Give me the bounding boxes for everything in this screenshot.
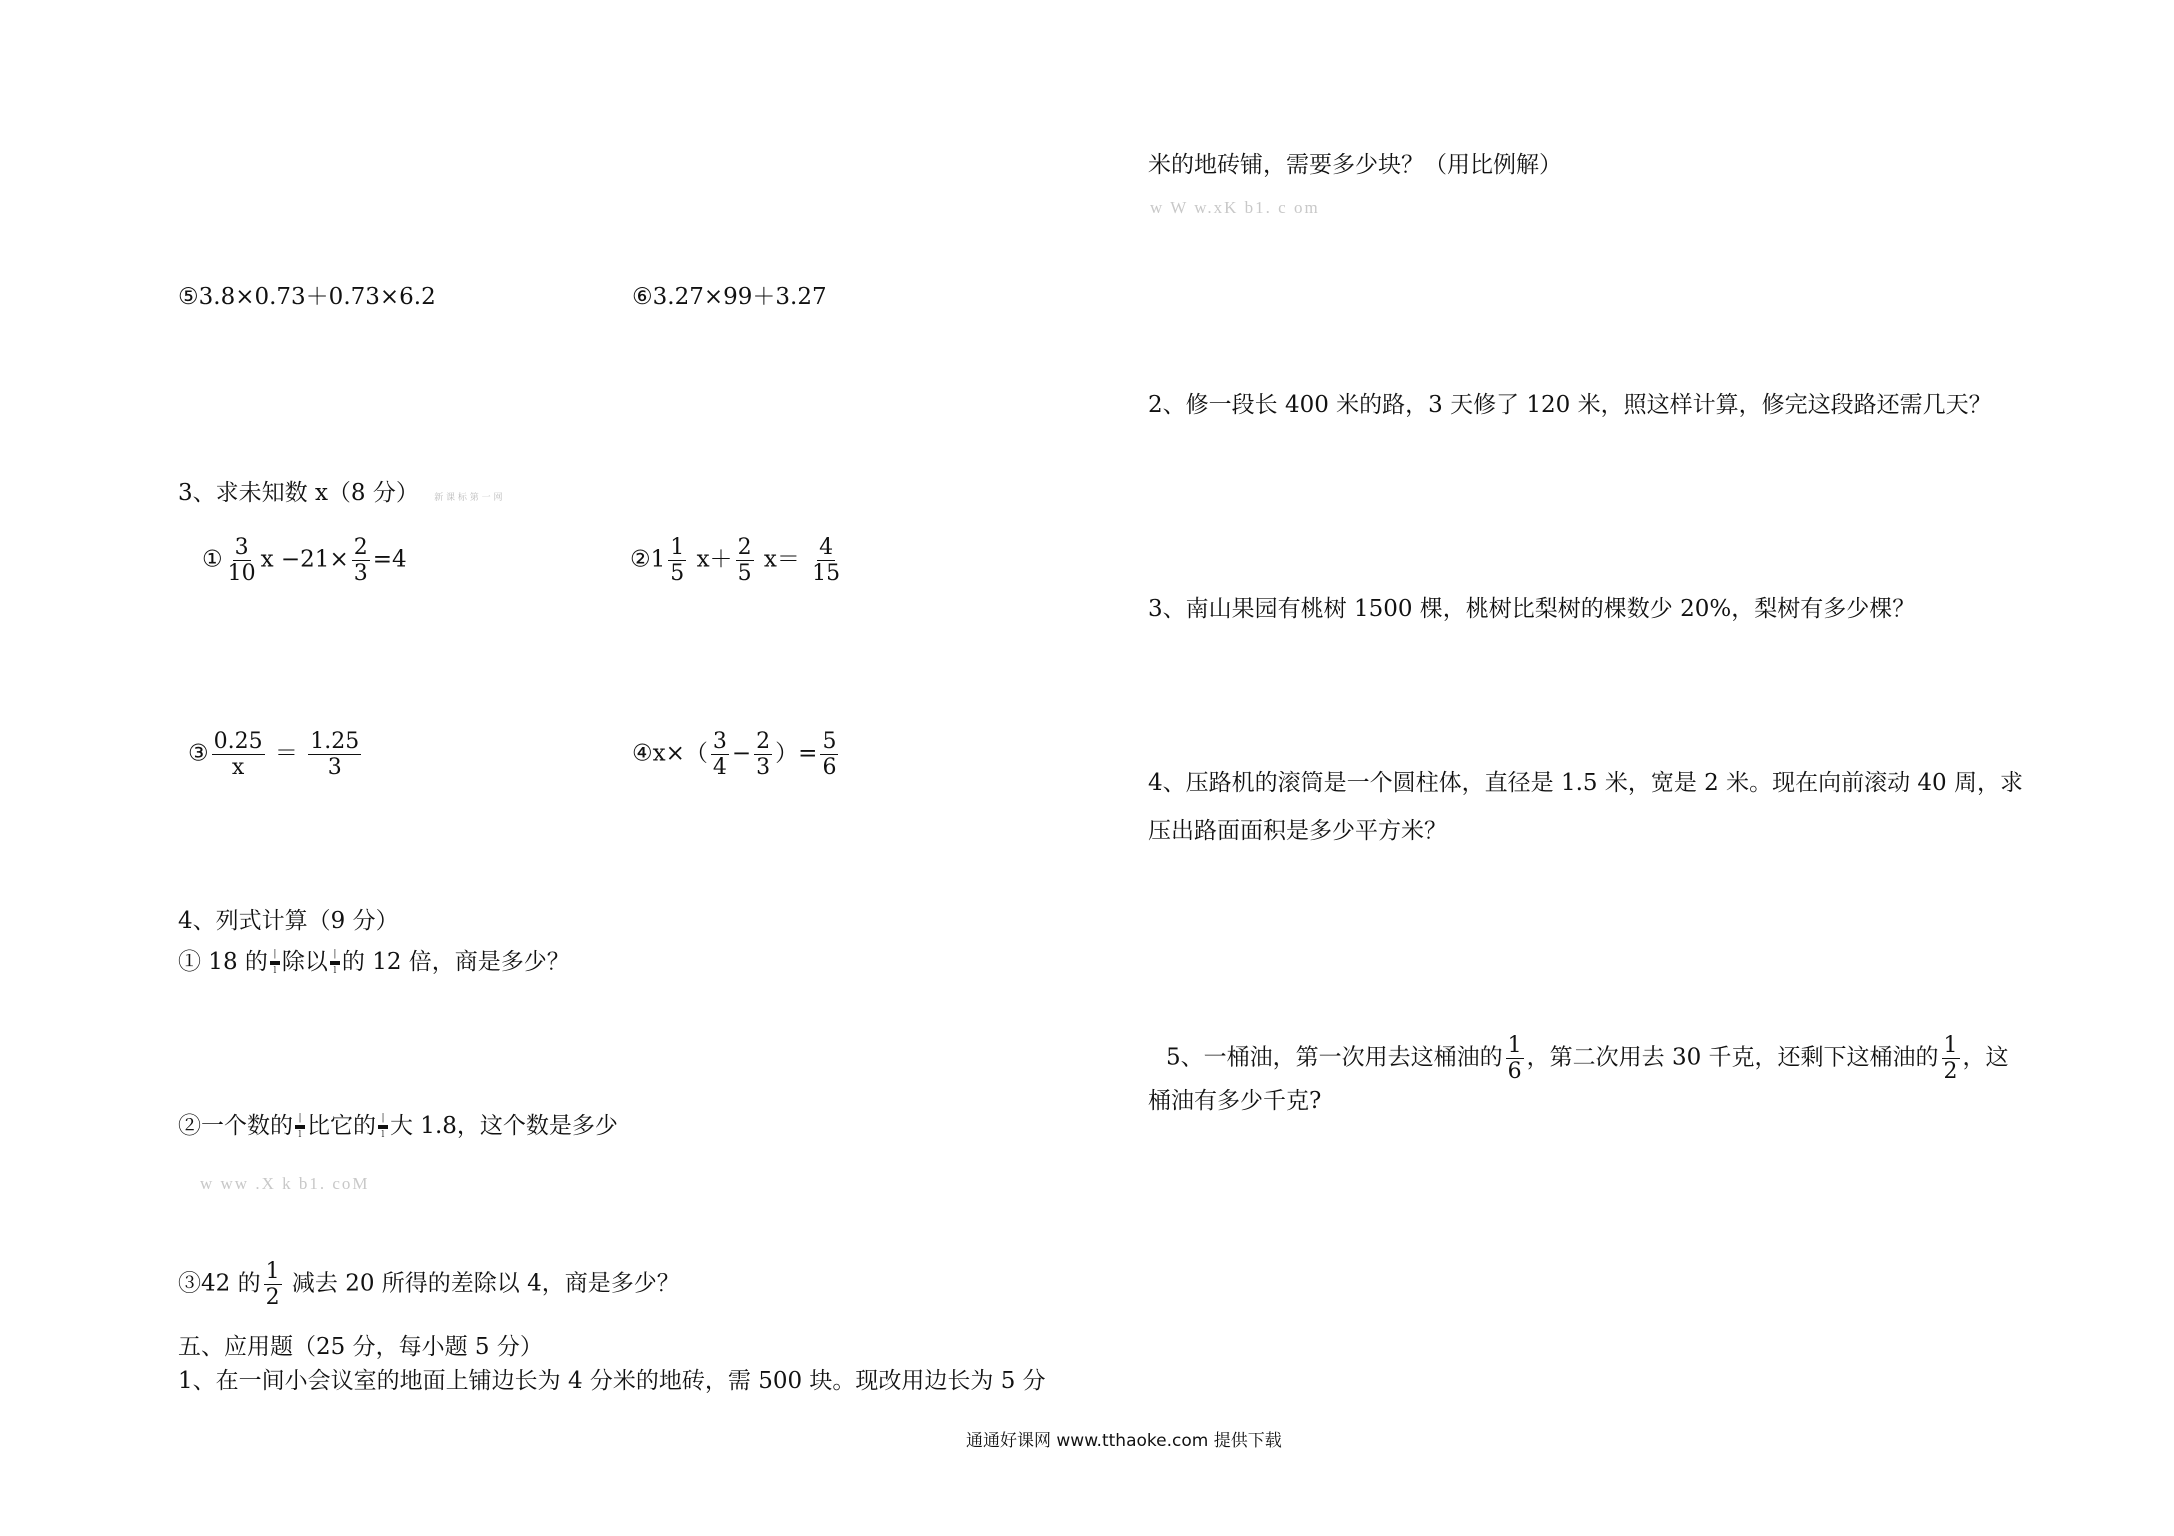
p1-text-a: ① 18 的 bbox=[178, 949, 268, 975]
eq3-f1-den: x bbox=[231, 755, 245, 781]
eq1-f2-num: 2 bbox=[353, 535, 368, 560]
p1-text-c: 的 12 倍，商是多少？ bbox=[341, 949, 570, 975]
eq1-f2-den: 3 bbox=[353, 561, 368, 587]
watermark-right: w W w.xK b1. c om bbox=[1150, 198, 1320, 217]
fraction-glyph-icon: | l bbox=[270, 950, 280, 976]
q5-f2-num: 1 bbox=[1943, 1033, 1958, 1058]
eq3-f1-num: 0.25 bbox=[213, 729, 263, 754]
p1-text-b: 除以 bbox=[281, 949, 328, 975]
section-5-title: 五、应用题（25 分，每小题 5 分） bbox=[178, 1334, 543, 1360]
eq2-middle: x＋ bbox=[689, 546, 733, 573]
eq4-f1-num: 3 bbox=[712, 729, 727, 754]
p3-fraction bbox=[264, 1260, 282, 1309]
problem-4-2 bbox=[178, 1114, 618, 1140]
equation-2 bbox=[630, 536, 845, 585]
q5-text-b: ，第二次用去 30 千克，还剩下这桶油的 bbox=[1526, 1044, 1939, 1071]
fraction-glyph-icon: | l bbox=[330, 950, 340, 976]
eq4-fraction-3 bbox=[820, 730, 838, 779]
q5-text-c: ，这 bbox=[1962, 1044, 2009, 1071]
eq2-f2-den: 5 bbox=[737, 561, 752, 587]
application-q3: 3、南山果园有桃树 1500 棵，桃树比梨树的棵数少 20%，梨树有多少棵？ bbox=[1148, 596, 1916, 622]
eq2-fraction-2 bbox=[736, 536, 754, 585]
q5-f2-den: 2 bbox=[1943, 1059, 1958, 1085]
q5-fraction-2 bbox=[1942, 1034, 1960, 1083]
eq2-prefix: ②1 bbox=[630, 546, 666, 573]
calc-item-5: ⑤3.8×0.73＋0.73×6.2 bbox=[178, 284, 436, 310]
eq4-f2-num: 2 bbox=[756, 729, 771, 754]
q5-fraction-1 bbox=[1506, 1034, 1524, 1083]
p3-text-a: ③42 的 bbox=[178, 1270, 261, 1297]
section-3-watermark: 新 课 标 第 一 网 bbox=[434, 493, 503, 503]
p3-f-den: 2 bbox=[265, 1285, 280, 1311]
eq3-fraction-2 bbox=[308, 730, 361, 779]
eq2-f1-num: 1 bbox=[670, 535, 685, 560]
watermark-left: w ww .X k b1. coM bbox=[200, 1174, 370, 1193]
application-q1-line2: 米的地砖铺，需要多少块？（用比例解） bbox=[1148, 152, 1562, 178]
eq3-f2-num: 1.25 bbox=[310, 729, 360, 754]
application-q1-line1: 1、在一间小会议室的地面上铺边长为 4 分米的地砖，需 500 块。现改用边长为 5 分 bbox=[178, 1368, 1046, 1394]
q5-text-a: 5、一桶油，第一次用去这桶油的 bbox=[1166, 1044, 1503, 1071]
eq3-f2-den: 3 bbox=[327, 755, 342, 781]
problem-4-1 bbox=[178, 950, 570, 976]
eq4-f1-den: 4 bbox=[712, 755, 727, 781]
p2-text-a: ②一个数的 bbox=[178, 1113, 293, 1139]
eq1-f1-num: 3 bbox=[234, 535, 249, 560]
p2-text-c: 大 1.8，这个数是多少 bbox=[390, 1113, 618, 1139]
application-q5-line1 bbox=[1166, 1034, 2009, 1083]
page-footer: 通通好课网 www.tthaoke.com 提供下载 bbox=[966, 1431, 1282, 1451]
application-q2: 2、修一段长 400 米的路，3 天修了 120 米，照这样计算，修完这段路还需几天？ bbox=[1148, 392, 1992, 418]
application-q5-line2: 桶油有多少千克? bbox=[1148, 1088, 1322, 1114]
equation-1 bbox=[202, 536, 407, 585]
eq1-end: =4 bbox=[372, 546, 407, 573]
eq3-prefix: ③ bbox=[188, 740, 209, 767]
equation-4 bbox=[632, 730, 841, 779]
eq2-f3-num: 4 bbox=[819, 535, 834, 560]
eq1-prefix: ① bbox=[202, 546, 223, 573]
section-3-title-text: 3、求未知数 x（8 分） bbox=[178, 480, 419, 506]
eq3-fraction-1 bbox=[212, 730, 265, 779]
eq2-fraction-3 bbox=[810, 536, 842, 585]
p3-text-b: 减去 20 所得的差除以 4，商是多少？ bbox=[284, 1270, 680, 1297]
eq4-fraction-1 bbox=[711, 730, 729, 779]
p2-text-b: 比它的 bbox=[307, 1113, 376, 1139]
p3-f-num: 1 bbox=[265, 1259, 280, 1284]
eq4-middle-2: ）= bbox=[775, 740, 818, 767]
section-3-title bbox=[178, 482, 503, 505]
q5-f1-num: 1 bbox=[1507, 1033, 1522, 1058]
eq2-f2-num: 2 bbox=[737, 535, 752, 560]
eq2-middle-2: x＝ bbox=[756, 546, 808, 573]
fraction-glyph-icon: | l bbox=[295, 1114, 305, 1140]
eq3-middle: ＝ bbox=[267, 740, 306, 767]
eq1-fraction-1 bbox=[226, 536, 258, 585]
eq1-middle: x −21× bbox=[260, 546, 349, 573]
eq4-prefix: ④x×（ bbox=[632, 740, 708, 767]
eq4-f3-den: 6 bbox=[822, 755, 837, 781]
section-4-title: 4、列式计算（9 分） bbox=[178, 908, 399, 934]
eq4-f3-num: 5 bbox=[822, 729, 837, 754]
application-q4-line1: 4、压路机的滚筒是一个圆柱体，直径是 1.5 米，宽是 2 米。现在向前滚动 40 周，求 bbox=[1148, 770, 2023, 796]
eq2-fraction-1 bbox=[668, 536, 686, 585]
eq4-f2-den: 3 bbox=[756, 755, 771, 781]
eq2-f3-den: 15 bbox=[812, 561, 841, 587]
eq1-f1-den: 10 bbox=[227, 561, 256, 587]
fraction-glyph-icon: | l bbox=[378, 1114, 388, 1140]
eq2-f1-den: 5 bbox=[670, 561, 685, 587]
eq1-fraction-2 bbox=[352, 536, 370, 585]
eq4-middle: − bbox=[731, 740, 752, 767]
problem-4-3 bbox=[178, 1260, 680, 1309]
q5-f1-den: 6 bbox=[1507, 1059, 1522, 1085]
equation-3 bbox=[188, 730, 364, 779]
application-q4-line2: 压出路面面积是多少平方米？ bbox=[1148, 818, 1447, 844]
calc-item-6: ⑥3.27×99＋3.27 bbox=[632, 284, 827, 310]
eq4-fraction-2 bbox=[754, 730, 772, 779]
